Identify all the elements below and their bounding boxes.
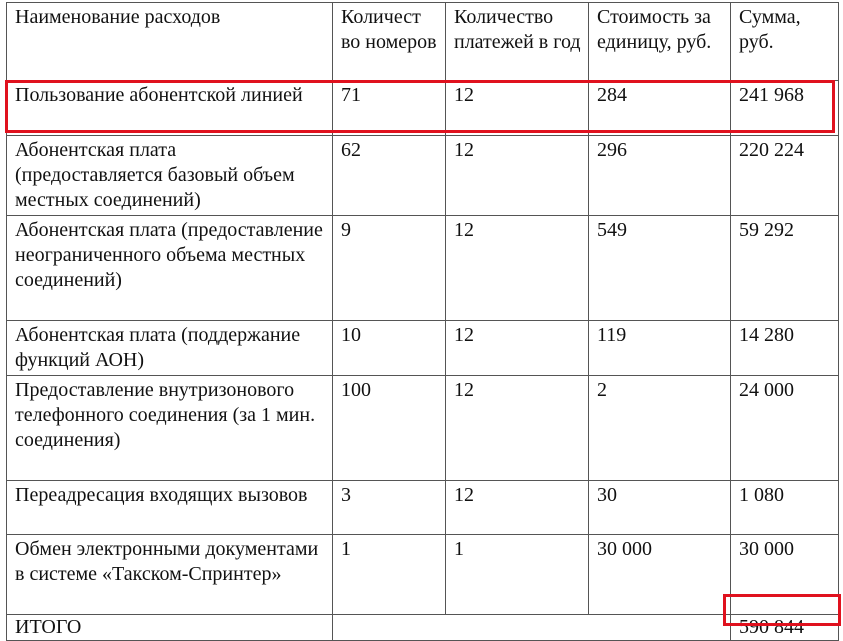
row-name: Абонентская плата (предоставление неограниченного объема местных соединений) <box>7 216 333 321</box>
row-name: Обмен электронными документами в системе «Такском-Спринтер» <box>7 535 333 615</box>
row-payments: 12 <box>446 376 589 481</box>
row-payments: 12 <box>446 81 589 136</box>
header-name: Наименование расходов <box>7 3 333 81</box>
table-row <box>7 481 839 535</box>
row-count: 1 <box>333 535 446 615</box>
total-label: ИТОГО <box>7 615 333 641</box>
row-name: Предоставление внутризонового телефонного соединения (за 1 мин. соединения) <box>7 376 333 481</box>
table-header-row <box>7 3 839 81</box>
table-row <box>7 376 839 481</box>
header-count: Количест во номеров <box>333 3 446 81</box>
row-unit-cost: 549 <box>589 216 731 321</box>
header-sum: Сумма, руб. <box>731 3 839 81</box>
total-empty-cell <box>333 615 731 641</box>
row-count: 10 <box>333 321 446 376</box>
table-row <box>7 216 839 321</box>
row-sum: 220 224 <box>731 136 839 216</box>
row-name: Абонентская плата (предоставляется базовый объем местных соединений) <box>7 136 333 216</box>
header-unit-cost: Стоимость за единицу, руб. <box>589 3 731 81</box>
row-count: 100 <box>333 376 446 481</box>
row-sum: 14 280 <box>731 321 839 376</box>
row-payments: 12 <box>446 216 589 321</box>
row-count: 3 <box>333 481 446 535</box>
row-sum: 1 080 <box>731 481 839 535</box>
row-unit-cost: 30 <box>589 481 731 535</box>
total-sum: 590 844 <box>731 615 839 641</box>
row-unit-cost: 2 <box>589 376 731 481</box>
row-name: Переадресация входящих вызовов <box>7 481 333 535</box>
row-count: 62 <box>333 136 446 216</box>
row-payments: 12 <box>446 136 589 216</box>
row-sum: 24 000 <box>731 376 839 481</box>
row-count: 9 <box>333 216 446 321</box>
expenses-table <box>6 2 839 641</box>
header-payments: Количество платежей в год <box>446 3 589 81</box>
table-row <box>7 321 839 376</box>
row-sum: 241 968 <box>731 81 839 136</box>
row-payments: 12 <box>446 321 589 376</box>
table-row <box>7 535 839 615</box>
row-unit-cost: 30 000 <box>589 535 731 615</box>
table-row <box>7 81 839 136</box>
row-sum: 30 000 <box>731 535 839 615</box>
row-sum: 59 292 <box>731 216 839 321</box>
row-unit-cost: 296 <box>589 136 731 216</box>
row-unit-cost: 284 <box>589 81 731 136</box>
row-unit-cost: 119 <box>589 321 731 376</box>
row-payments: 12 <box>446 481 589 535</box>
row-name: Абонентская плата (поддержание функций АОН) <box>7 321 333 376</box>
row-name: Пользование абонентской линией <box>7 81 333 136</box>
total-row <box>7 615 839 641</box>
row-payments: 1 <box>446 535 589 615</box>
row-count: 71 <box>333 81 446 136</box>
table-row <box>7 136 839 216</box>
